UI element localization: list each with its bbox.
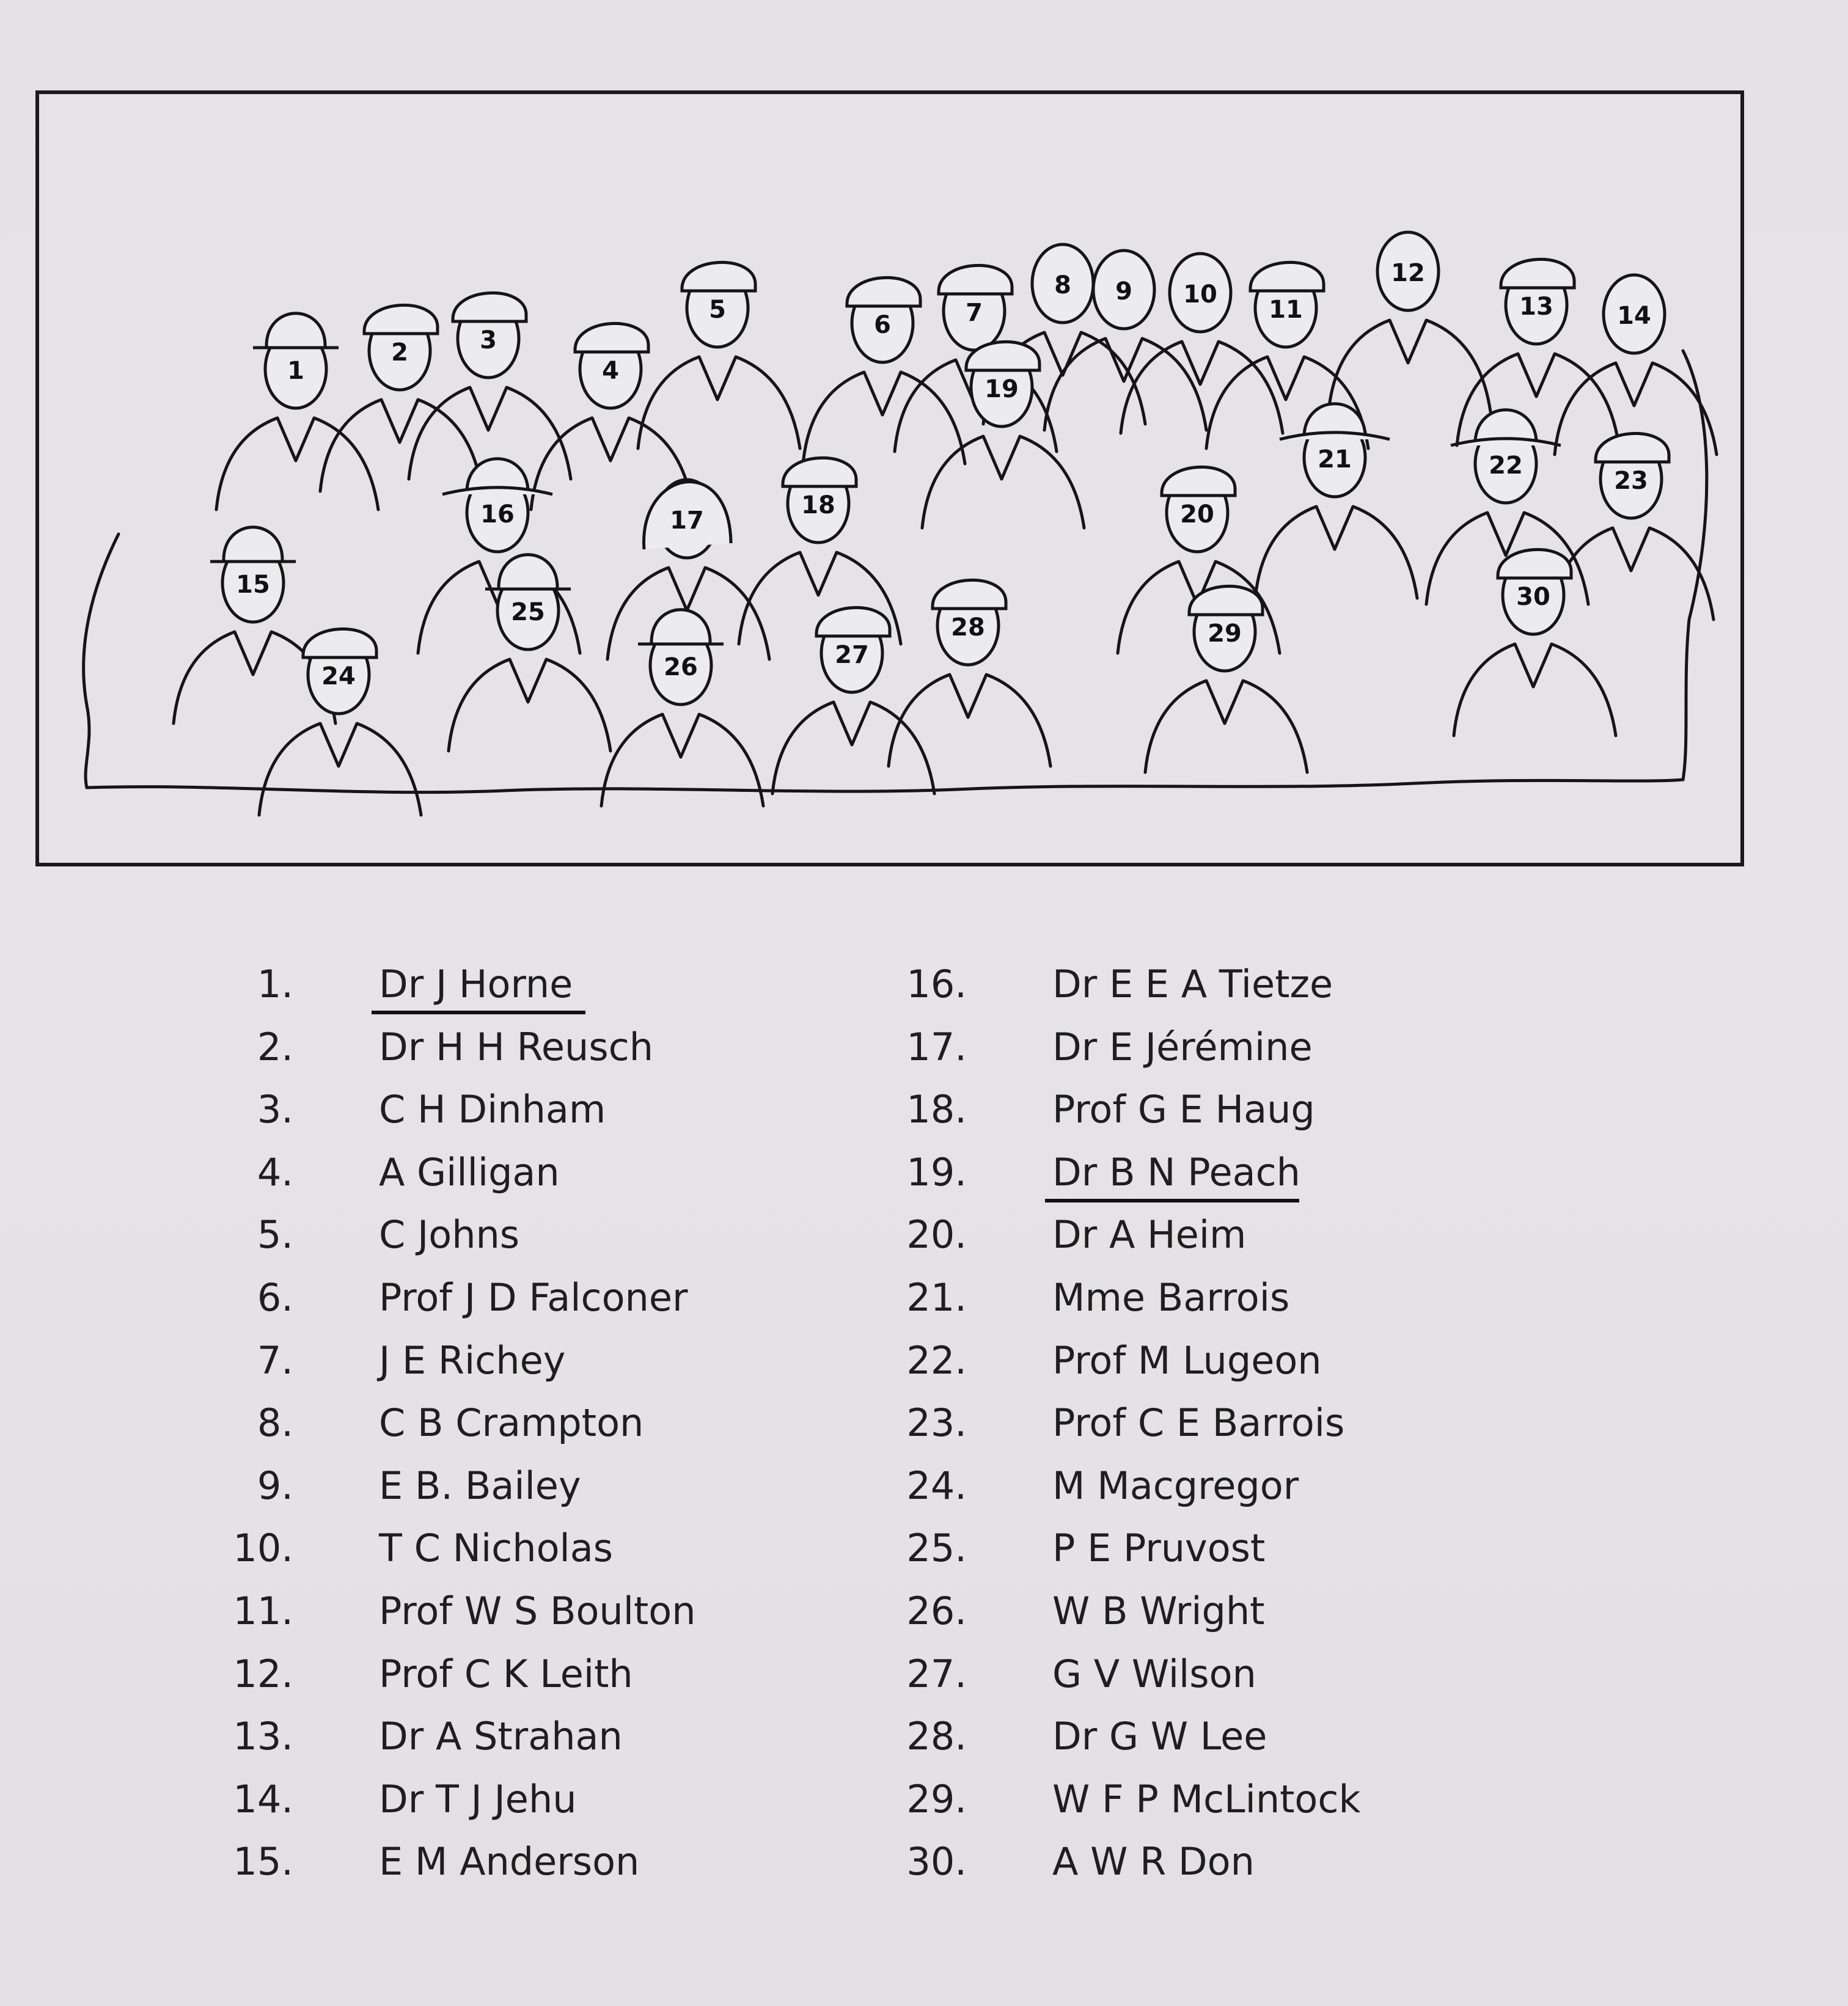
figure-head [966, 342, 1040, 426]
figure-head [575, 323, 648, 408]
key-entry-name: Prof C E Barrois [1052, 1400, 1345, 1446]
key-entry-name: C B Crampton [379, 1400, 644, 1446]
key-entry-name: Dr E E A Tietze [1052, 962, 1333, 1006]
key-entry-name: E B. Bailey [379, 1463, 581, 1508]
figure-number-label: 23 [1614, 467, 1648, 495]
group-sketch-frame [35, 90, 1744, 866]
figure-head [644, 480, 731, 558]
figure-head [364, 305, 438, 390]
figure-head [933, 580, 1006, 665]
figure-number-label: 18 [801, 491, 835, 519]
key-entry-name: P E Pruvost [1052, 1526, 1266, 1571]
figure-head [1170, 254, 1231, 332]
key-entry-number: 23. [906, 1400, 967, 1446]
key-entry-name: Dr A Heim [1052, 1212, 1247, 1257]
hat-drawing [303, 629, 376, 657]
key-entry-number: 22. [906, 1338, 967, 1383]
key-entry-number: 5. [257, 1212, 293, 1257]
key-entry-name: C H Dinham [379, 1087, 606, 1132]
key-entry-number: 4. [257, 1149, 293, 1195]
key-entry-number: 26. [906, 1588, 967, 1633]
hat-drawing [1280, 404, 1390, 439]
figure-number-label: 14 [1617, 302, 1651, 330]
key-entry-number: 25. [906, 1526, 967, 1571]
figure-body [1145, 681, 1307, 772]
figure-head [253, 313, 339, 408]
figure-head [1498, 549, 1571, 634]
hat-drawing [364, 305, 438, 334]
hat-drawing [1498, 549, 1571, 578]
key-entry-name: C Johns [379, 1212, 520, 1257]
figure-bodies [174, 320, 1717, 815]
hat-drawing [1501, 259, 1574, 288]
figure-number-label: 25 [511, 598, 545, 626]
figure-head [682, 262, 755, 347]
hat-drawing [485, 555, 571, 589]
key-entry-number: 27. [906, 1651, 967, 1696]
hat-drawing [638, 610, 724, 644]
figure-head [442, 459, 552, 552]
figure-number-label: 7 [966, 299, 983, 327]
hat-drawing [1451, 410, 1561, 445]
key-entry-name: A Gilligan [379, 1149, 560, 1195]
key-entry-name: J E Richey [379, 1338, 566, 1383]
figure-body [449, 659, 610, 751]
key-entry-number: 11. [233, 1588, 293, 1633]
figure-head [1280, 404, 1390, 497]
key-entry-name: W F P McLintock [1052, 1776, 1361, 1821]
key-entry-name: Dr J Horne [379, 962, 573, 1006]
hat-drawing [816, 607, 890, 636]
hat-drawing [1162, 467, 1235, 496]
figure-number-label: 26 [664, 653, 698, 681]
key-entry-number: 9. [257, 1463, 293, 1508]
hat-drawing [453, 293, 526, 321]
figure-body [922, 436, 1084, 528]
key-entry-number: 24. [906, 1463, 967, 1508]
hat-drawing [442, 459, 552, 494]
figure-body [320, 400, 482, 491]
key-entry-number: 14. [233, 1776, 293, 1821]
figure-head [816, 607, 890, 692]
figure-number-label: 27 [835, 641, 869, 669]
hat-drawing [253, 313, 339, 348]
key-entry-name: Prof C K Leith [379, 1651, 633, 1696]
key-entry-number: 8. [257, 1400, 293, 1446]
figure-head [1189, 586, 1263, 671]
ground-line [87, 780, 1683, 793]
figure-number-label: 28 [951, 613, 985, 642]
key-entry-name: Mme Barrois [1052, 1275, 1290, 1320]
hat-drawing [1189, 586, 1263, 615]
figure-number-label: 21 [1318, 445, 1352, 474]
figure-head [453, 293, 526, 378]
figure-head [1451, 410, 1561, 503]
key-entry-name: W B Wright [1052, 1588, 1265, 1633]
figure-number-label: 4 [602, 357, 619, 385]
hat-drawing [682, 262, 755, 291]
figure-number-label: 12 [1391, 259, 1425, 287]
hat-drawing [783, 458, 856, 486]
key-entry-name: Prof M Lugeon [1052, 1338, 1322, 1383]
figure-number-label: 11 [1269, 296, 1303, 324]
left-edge-line [84, 534, 119, 788]
figure-number-label: 8 [1054, 271, 1071, 299]
figure-head [1093, 251, 1154, 329]
key-entry-name: T C Nicholas [379, 1526, 614, 1571]
key-entry-name: Dr G W Lee [1052, 1714, 1267, 1759]
figure-head [939, 265, 1012, 350]
figure-head [1250, 262, 1324, 347]
figure-key [0, 953, 1848, 1906]
figure-number-label: 16 [480, 500, 515, 529]
figure-number-label: 29 [1208, 620, 1242, 648]
figure-number-label: 10 [1183, 280, 1217, 309]
key-entry-name: G V Wilson [1052, 1651, 1256, 1696]
key-entry-name: Dr T J Jehu [379, 1776, 577, 1821]
key-entry-number: 21. [906, 1275, 967, 1320]
key-entry-name: Prof G E Haug [1052, 1087, 1315, 1132]
figure-body [1255, 507, 1417, 598]
key-entry-name: Prof J D Falconer [379, 1275, 688, 1320]
figure-head [1032, 244, 1093, 323]
key-entry-name: A W R Don [1052, 1839, 1255, 1884]
key-entry-number: 20. [906, 1212, 967, 1257]
figure-number-label: 15 [236, 571, 270, 599]
figure-head [847, 277, 920, 362]
key-entry-number: 18. [906, 1087, 967, 1132]
hat-drawing [1596, 433, 1669, 462]
figure-body [601, 714, 763, 806]
key-entry-number: 12. [233, 1651, 293, 1696]
key-entry-number: 15. [233, 1839, 293, 1884]
handwritten-underline [372, 1011, 585, 1014]
figure-number-label: 1 [287, 357, 304, 385]
key-entry-number: 16. [906, 962, 967, 1006]
hat-drawing [847, 277, 920, 306]
key-entry-number: 6. [257, 1275, 293, 1320]
key-entry-name: M Macgregor [1052, 1463, 1299, 1508]
figure-body [803, 372, 965, 464]
key-entry-name: Dr A Strahan [379, 1714, 623, 1759]
figure-number-label: 19 [985, 375, 1019, 403]
figure-number-label: 22 [1489, 452, 1523, 480]
key-entry-name: Dr H H Reusch [379, 1024, 654, 1069]
figure-number-label: 6 [874, 311, 891, 339]
key-entry-number: 28. [906, 1714, 967, 1759]
figure-body [889, 675, 1050, 766]
figure-number-label: 24 [321, 662, 356, 690]
key-entry-name: Prof W S Boulton [379, 1588, 696, 1633]
figure-number-label: 2 [391, 339, 408, 367]
figure-head [1377, 232, 1439, 310]
key-entry-number: 30. [906, 1839, 967, 1884]
figure-head [783, 458, 856, 543]
key-entry-name: Dr E Jérémine [1052, 1024, 1313, 1069]
figure-number-label: 3 [480, 326, 497, 354]
figure-number-label: 13 [1519, 293, 1553, 321]
figure-body [259, 723, 421, 815]
hat-drawing [939, 265, 1012, 294]
figure-number-label: 20 [1180, 500, 1214, 529]
figure-head [485, 555, 571, 650]
figure-number-label: 9 [1115, 277, 1132, 306]
figure-body [1552, 528, 1714, 620]
figure-head [1604, 275, 1665, 353]
key-entry-number: 3. [257, 1087, 293, 1132]
hat-drawing [210, 527, 296, 562]
key-entry-number: 2. [257, 1024, 293, 1069]
figure-head [1596, 433, 1669, 518]
figure-body [1454, 644, 1616, 736]
key-entry-number: 29. [906, 1776, 967, 1821]
figure-head [303, 629, 376, 714]
group-sketch-drawing [39, 94, 1740, 863]
key-entry-name: E M Anderson [379, 1839, 640, 1884]
figure-body [1044, 339, 1206, 430]
key-entry-number: 10. [233, 1526, 293, 1571]
key-entry-number: 7. [257, 1338, 293, 1383]
key-entry-name: Dr B N Peach [1052, 1149, 1300, 1195]
key-entry-number: 1. [257, 962, 293, 1006]
figure-number-label: 30 [1516, 583, 1550, 611]
figure-head [210, 527, 296, 622]
key-entry-number: 17. [906, 1024, 967, 1069]
key-entry-number: 13. [233, 1714, 293, 1759]
hat-drawing [1250, 262, 1324, 291]
handwritten-underline [1045, 1199, 1299, 1203]
figure-head [1162, 467, 1235, 552]
figure-number-label: 5 [709, 296, 726, 324]
figure-number-label: 17 [670, 507, 704, 535]
hat-drawing [933, 580, 1006, 609]
figure-head [1501, 259, 1574, 344]
figure-body [772, 702, 934, 794]
figure-body [216, 418, 378, 510]
figure-head [638, 610, 724, 705]
hat-drawing [575, 323, 648, 352]
key-entry-number: 19. [906, 1149, 967, 1195]
figure-body [638, 357, 800, 448]
